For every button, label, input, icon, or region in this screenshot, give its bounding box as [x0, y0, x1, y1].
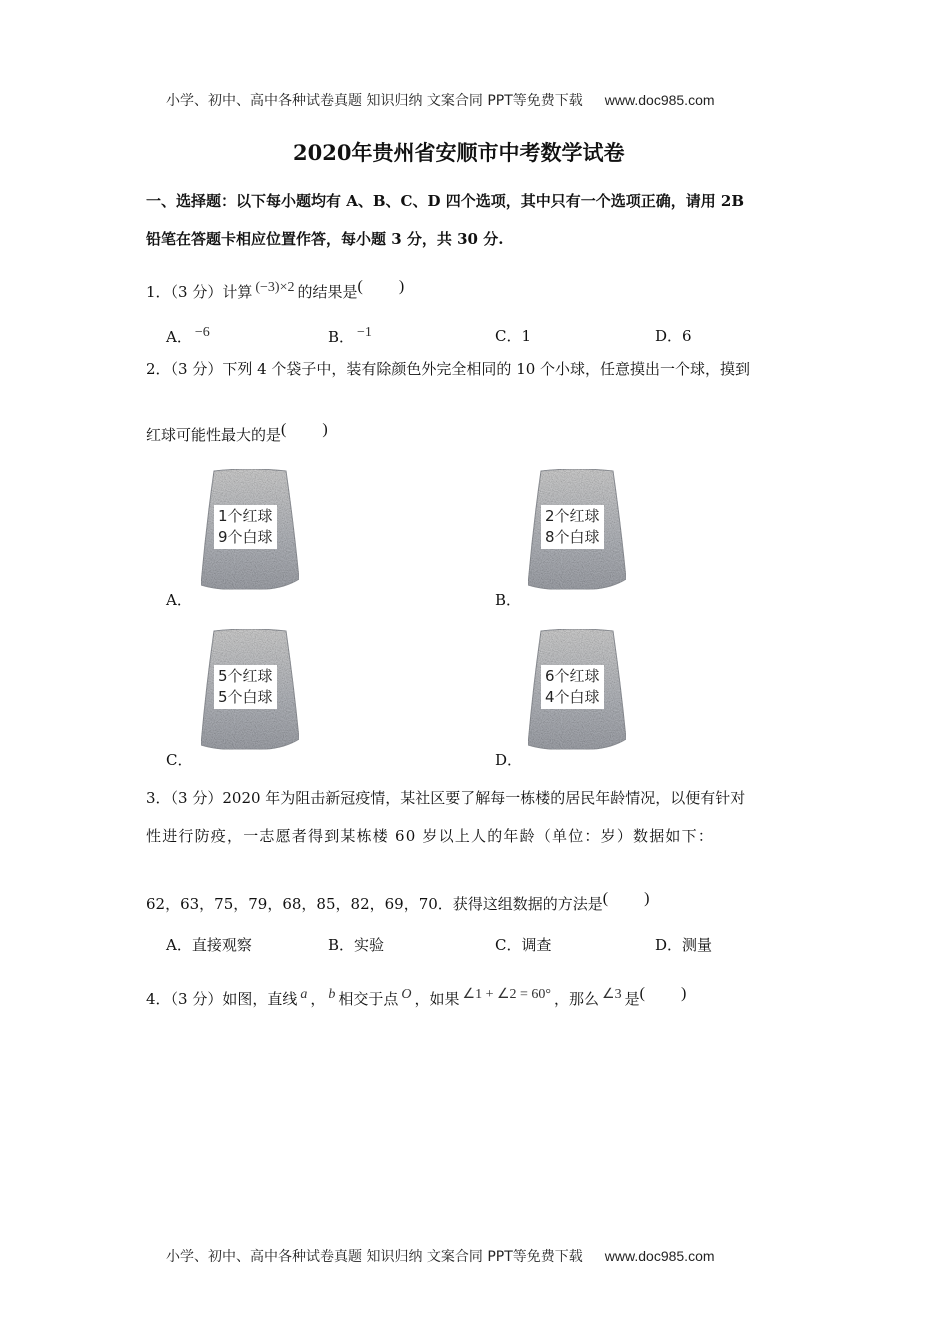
answer-blank: ( ) [281, 421, 328, 438]
q3-option-c: C．调查 [495, 936, 552, 954]
header-site-link[interactable]: www.doc985.com [604, 92, 715, 108]
bag-image-c [200, 627, 300, 752]
header-text: 小学、初中、高中各种试卷真题 知识归纳 文案合同 PPT等免费下载 [166, 93, 583, 109]
question-3-line1: 3．（3 分）2020 年为阻击新冠疫情，某社区要了解每一栋楼的居民年龄情况，以便有针对 [146, 789, 746, 807]
q1-option-d: D．6 [655, 327, 692, 345]
bag-image-d [527, 627, 627, 752]
answer-blank: ( ) [602, 890, 650, 907]
bag-image-a [200, 467, 300, 592]
question-2-line1: 2．（3 分）下列 4 个袋子中，装有除颜色外完全相同的 10 个小球，任意摸出一个球，摸到 [146, 360, 751, 378]
q1-option-c: C．1 [495, 327, 532, 345]
q3-option-a: A．直接观察 [166, 936, 252, 954]
question-3-line2: 性进行防疫，一志愿者得到某栋楼 60 岁以上人的年龄（单位：岁）数据如下： [146, 827, 715, 845]
bag-label: 5个红球 5个白球 [214, 665, 277, 709]
q1-option-a: A． −6 [166, 325, 210, 346]
question-1 [146, 278, 404, 302]
q1-prefix: 1．（3 分）计算 [146, 283, 253, 301]
q2-option-d-label: D． [495, 751, 523, 769]
footer-text: 小学、初中、高中各种试卷真题 知识归纳 文案合同 PPT等免费下载 [166, 1249, 583, 1265]
section-heading-line1: 一、选择题：以下每小题均有 A、B、C、D 四个选项，其中只有一个选项正确，请用 2B [146, 192, 745, 210]
q2-option-b-label: B． [495, 591, 522, 609]
q2-option-a-label: A． [166, 591, 192, 609]
answer-blank: ( ) [639, 985, 687, 1002]
page-title: 2020年贵州省安顺市中考数学试卷 [293, 140, 625, 165]
question-2-line2: 红球可能性最大的是( ) [146, 421, 328, 444]
question-4: 4．（3 分）如图，直线 a ， b 相交于点 O ，如果 ∠1 + ∠2 = 60° ，那么 ∠3 是( ) [146, 985, 687, 1008]
page-footer [166, 1246, 715, 1266]
answer-blank: ( ) [357, 278, 405, 295]
q3-option-d: D．测量 [655, 936, 713, 954]
q1-suffix: 的结果是 [297, 283, 358, 301]
bag-label: 6个红球 4个白球 [541, 665, 604, 709]
q2-option-c-label: C． [166, 751, 193, 769]
bag-label: 1个红球 9个白球 [214, 505, 277, 549]
q1-expression: (−3)×2 [255, 280, 295, 295]
section-heading-line2: 铅笔在答题卡相应位置作答，每小题 3 分，共 30 分. [146, 230, 504, 248]
footer-site-link[interactable]: www.doc985.com [604, 1248, 715, 1264]
bag-image-b [527, 467, 627, 592]
q3-option-b: B．实验 [328, 936, 385, 954]
q1-option-b: B． −1 [328, 325, 372, 346]
bag-label: 2个红球 8个白球 [541, 505, 604, 549]
question-3-line3: 62，63，75，79，68，85，82，69，70．获得这组数据的方法是( ) [146, 890, 650, 913]
page-header [166, 90, 715, 110]
